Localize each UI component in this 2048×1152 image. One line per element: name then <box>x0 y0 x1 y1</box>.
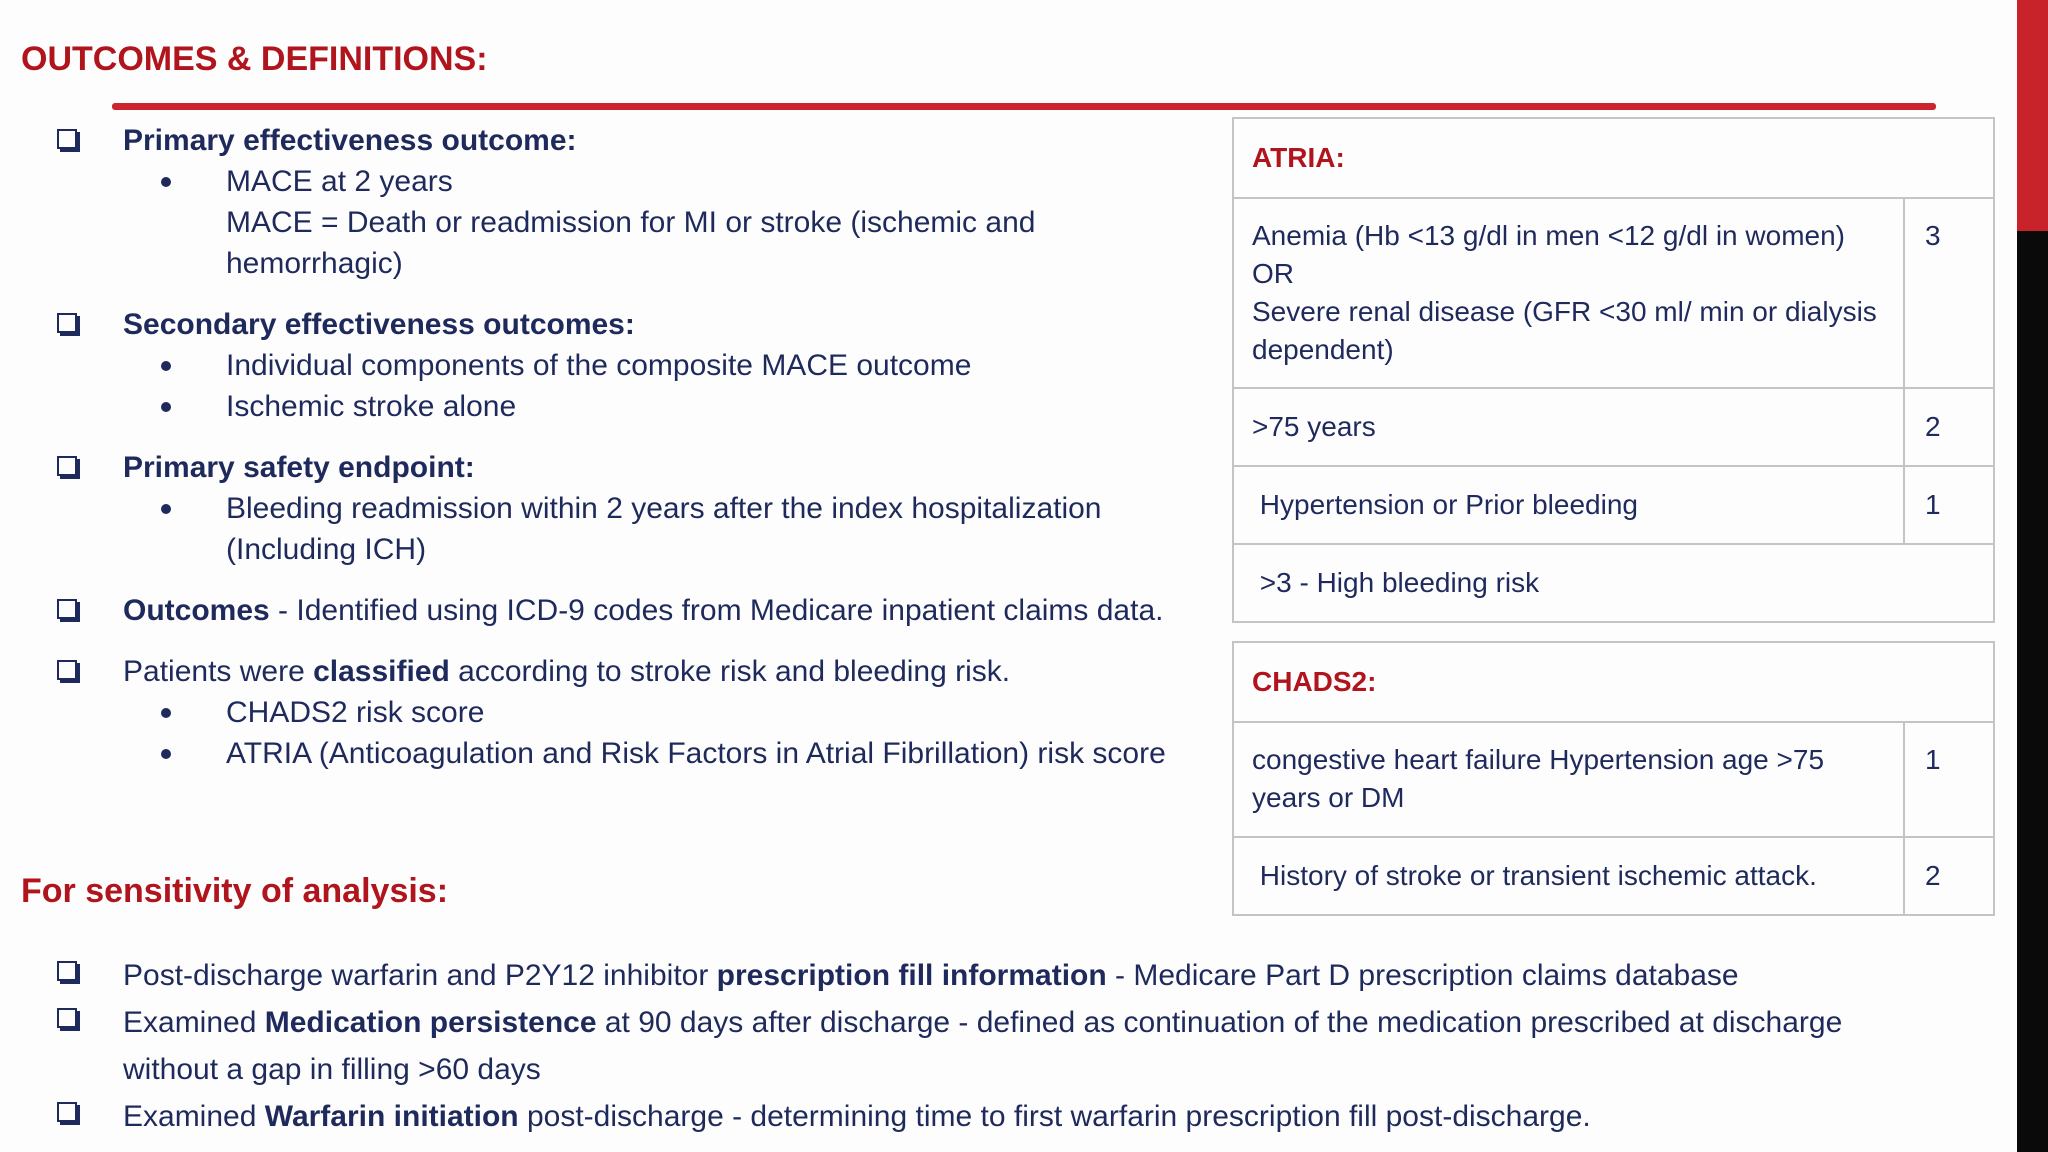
safety-label: Primary safety endpoint: <box>123 451 475 484</box>
table-cell-criteria <box>1233 722 1904 837</box>
table-row <box>1233 544 1994 622</box>
list-item <box>55 1093 2005 1140</box>
table-row <box>1233 388 1994 466</box>
bullet-dot-icon <box>161 504 171 514</box>
accent-bar-red <box>2017 0 2048 231</box>
bullet-item <box>123 733 1205 774</box>
table-cell-threshold: >3 - High bleeding risk <box>1233 544 1994 622</box>
secondary-label: Secondary effectiveness outcomes: <box>123 308 635 341</box>
checkbox-square-icon <box>57 1102 77 1122</box>
atria-header: ATRIA: <box>1233 118 1994 198</box>
bullet-dot-icon <box>161 177 171 187</box>
bullet-item <box>123 488 1205 529</box>
checkbox-square-icon <box>57 660 77 680</box>
list-item-outcomes <box>55 590 1205 631</box>
sensitivity-list <box>55 952 2005 1140</box>
table-cell-score: 1 <box>1904 466 1994 544</box>
list-item-classified <box>55 651 1205 774</box>
list-item-primary <box>55 120 1205 284</box>
table-cell-score: 3 <box>1904 198 1994 388</box>
item-text-bold: Medication persistence <box>264 1006 597 1039</box>
checkbox-square-icon <box>57 313 77 333</box>
bullet-dot-icon <box>161 402 171 412</box>
table-cell-criteria: >75 years <box>1233 388 1904 466</box>
criteria-line: Severe renal disease (GFR <30 ml/ min or dialysis <box>1252 296 1877 327</box>
classified-text-post: according to stroke risk and bleeding risk. <box>449 655 1011 688</box>
table-row <box>1233 198 1994 388</box>
bullet-item <box>123 386 1205 427</box>
item-text-continuation: without a gap in filling >60 days <box>123 1053 541 1086</box>
item-text-pre: Examined <box>123 1006 265 1039</box>
bullet-dot-icon <box>161 708 171 718</box>
bullet-text: ATRIA (Anticoagulation and Risk Factors in Atrial Fibrillation) risk score <box>226 737 1166 770</box>
primary-label: Primary effectiveness outcome: <box>123 124 577 157</box>
bullet-dot-icon <box>161 749 171 759</box>
chads2-table <box>1232 641 1995 916</box>
list-item-safety <box>55 447 1205 570</box>
criteria-line: years or DM <box>1252 782 1405 813</box>
accent-bar-black <box>2017 231 2048 1152</box>
outcomes-text: - Identified using ICD-9 codes from Medicare inpatient claims data. <box>269 594 1164 627</box>
table-cell-criteria: Hypertension or Prior bleeding <box>1233 466 1904 544</box>
bullet-continuation: MACE = Death or readmission for MI or stroke (ischemic and <box>226 206 1036 239</box>
table-row <box>1233 722 1994 837</box>
bullet-text: CHADS2 risk score <box>226 696 485 729</box>
classified-text-pre: Patients were <box>123 655 314 688</box>
item-text-post: post-discharge - determining time to first warfarin prescription fill post-discharge. <box>518 1100 1591 1133</box>
item-text-post: at 90 days after discharge - defined as continuation of the medication prescribed at discharge <box>596 1006 1843 1039</box>
outcomes-label: Outcomes <box>123 594 270 627</box>
item-text-bold: Warfarin initiation <box>264 1100 519 1133</box>
bullet-text: Individual components of the composite MACE outcome <box>226 349 972 382</box>
table-cell-score: 2 <box>1904 388 1994 466</box>
table-cell-criteria <box>1233 198 1904 388</box>
criteria-line: Anemia (Hb <13 g/dl in men <12 g/dl in women) <box>1252 220 1845 251</box>
checkbox-square-icon <box>57 1008 77 1028</box>
checkbox-square-icon <box>57 456 77 476</box>
criteria-line: dependent) <box>1252 334 1394 365</box>
bullet-text: Bleeding readmission within 2 years after the index hospitalization <box>226 492 1102 525</box>
title-underline <box>112 103 1936 110</box>
list-item <box>55 952 2005 999</box>
table-cell-score: 2 <box>1904 837 1994 915</box>
bullet-item <box>123 345 1205 386</box>
item-text-post: - Medicare Part D prescription claims database <box>1106 959 1739 992</box>
checkbox-square-icon <box>57 129 77 149</box>
table-row <box>1233 837 1994 915</box>
chads2-header: CHADS2: <box>1233 642 1994 722</box>
bullet-continuation: (Including ICH) <box>226 533 427 566</box>
list-item <box>55 999 2005 1093</box>
sensitivity-title: For sensitivity of analysis: <box>21 872 449 910</box>
outcomes-list <box>55 120 1205 794</box>
bullet-text: MACE at 2 years <box>226 165 453 198</box>
criteria-line: congestive heart failure Hypertension age >75 <box>1252 744 1825 775</box>
atria-table <box>1232 117 1995 623</box>
bullet-item <box>123 161 1205 202</box>
table-cell-score: 1 <box>1904 722 1994 837</box>
item-text-pre: Post-discharge warfarin and P2Y12 inhibitor <box>123 959 717 992</box>
item-text-pre: Examined <box>123 1100 265 1133</box>
bullet-dot-icon <box>161 361 171 371</box>
table-row <box>1233 466 1994 544</box>
checkbox-square-icon <box>57 599 77 619</box>
item-text-bold: prescription fill information <box>716 959 1107 992</box>
criteria-line: OR <box>1252 258 1294 289</box>
bullet-item <box>123 692 1205 733</box>
bullet-text: Ischemic stroke alone <box>226 390 517 423</box>
checkbox-square-icon <box>57 961 77 981</box>
classified-text-bold: classified <box>313 655 450 688</box>
bullet-continuation: hemorrhagic) <box>226 247 403 280</box>
table-cell-criteria: History of stroke or transient ischemic attack. <box>1233 837 1904 915</box>
list-item-secondary <box>55 304 1205 427</box>
page-title: OUTCOMES & DEFINITIONS: <box>21 40 488 78</box>
